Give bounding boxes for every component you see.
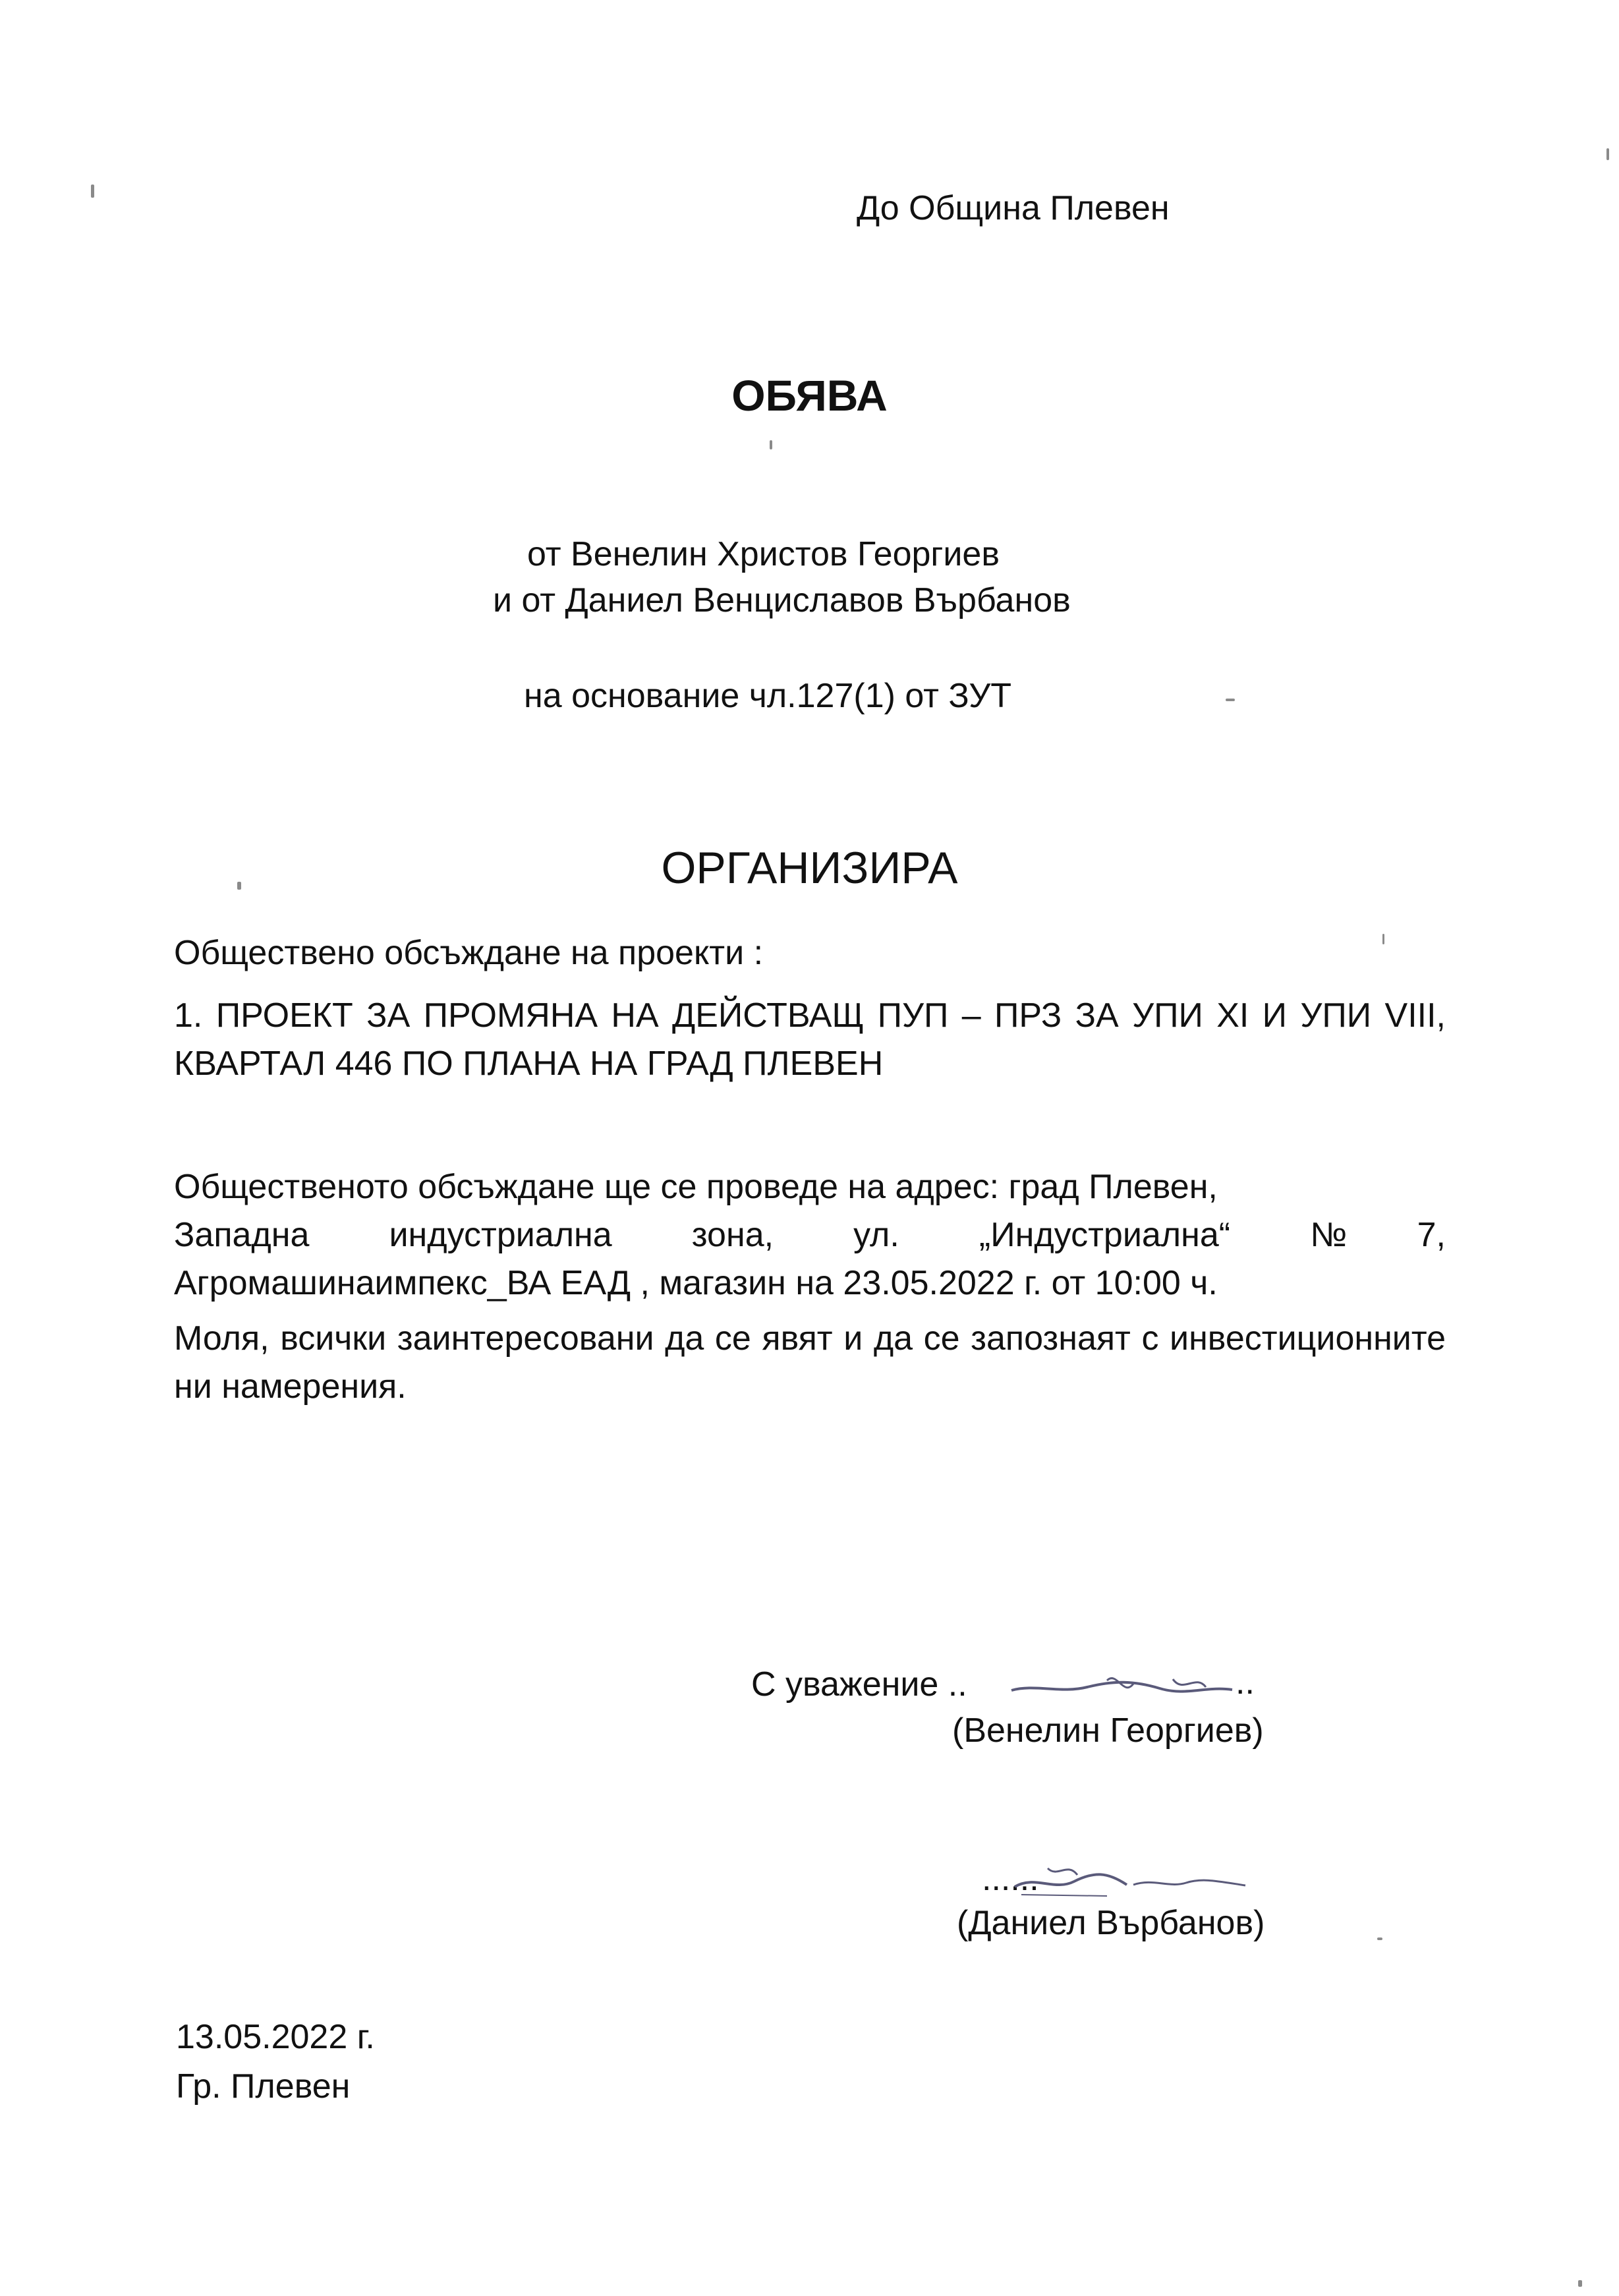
scan-speck (770, 440, 772, 449)
venue-paragraph (174, 1163, 1446, 1307)
document-title: ОБЯВА (731, 371, 888, 420)
document-city: Гр. Плевен (176, 2067, 351, 2106)
section-heading: ОРГАНИЗИРА (661, 843, 958, 893)
from-line-2: и от Даниел Венциславов Върбанов (493, 581, 1071, 619)
scan-speck (91, 185, 94, 198)
venue-line-2: Западна индустриална зона, ул. „Индустриална“ №7, (174, 1216, 1446, 1254)
regards-tail: .. (1236, 1663, 1255, 1702)
legal-basis: на основание чл.127(1) от ЗУТ (524, 677, 1012, 715)
project-item: 1. ПРОЕКТ ЗА ПРОМЯНА НА ДЕЙСТВАЩ ПУП – ПРЗ ЗА УПИ XI И УПИ VIII, КВАРТАЛ 446 ПО ПЛАНА НА ГРАД ПЛЕВЕН (174, 996, 1446, 1083)
scan-speck (1377, 1937, 1382, 1940)
venue-line-1: Общественото обсъждане ще се проведе на адрес: град Плевен, (174, 1168, 1218, 1206)
intro-text: Обществено обсъждане на проекти : (174, 934, 764, 972)
scan-speck (1382, 934, 1384, 944)
recipient-line: До Община Плевен (857, 189, 1170, 227)
invitation-paragraph: Моля, всички заинтересовани да се явят и да се запознаят с инвестиционните ни намерения. (174, 1319, 1446, 1406)
venue-line-3: Агромашинаимпекс_ВА ЕАД , магазин на 23.05.2022 г. от 10:00 ч. (174, 1264, 1218, 1302)
regards-line: С уважение .. (751, 1665, 967, 1704)
scan-speck (237, 882, 241, 890)
signature-1 (1008, 1661, 1285, 1707)
signer-2-dots: ...... (982, 1860, 1039, 1898)
document-date: 13.05.2022 г. (176, 2018, 375, 2056)
scan-speck (1578, 2280, 1582, 2287)
scan-speck (1226, 699, 1235, 701)
from-line-1: от Венелин Христов Георгиев (527, 535, 1000, 573)
signer-2-name: (Даниел Върбанов) (957, 1904, 1265, 1942)
signature-2 (1008, 1855, 1292, 1901)
scan-speck (1606, 148, 1609, 160)
signer-1-name: (Венелин Георгиев) (952, 1711, 1264, 1750)
